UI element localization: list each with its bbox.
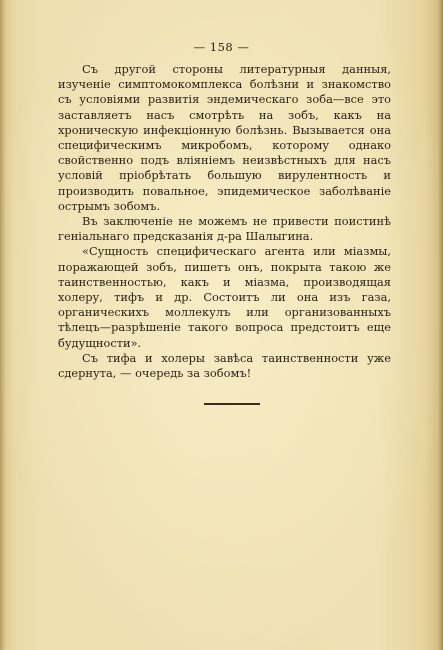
paragraph: Въ заключеніе не можемъ не привести поистинѣ геніальнаго предсказанія д-ра Шалыгина. xyxy=(58,214,391,244)
section-end-rule xyxy=(204,403,260,405)
paragraph: Съ другой стороны литературныя данныя, изученіе симптомокомплекса болѣзни и знакомство съ условіями развитія эндемическаго зоба—все это заставляетъ насъ смотрѣть на зобъ, какъ на хроническую инфекціонную болѣзнь. Вызывается она специфическимъ микробомъ, которому однако свойственно подъ вліяніемъ неизвѣстныхъ для насъ условій пріобрѣтать большую вирулентность и производить повальное, эпидемическое заболѣваніе острымъ зобомъ. xyxy=(58,62,391,213)
page-number: — 158 — xyxy=(193,40,250,54)
paragraph: Съ тифа и холеры завѣса таинственности уже сдернута, — очередь за зобомъ! xyxy=(58,350,391,381)
body-text xyxy=(58,62,391,381)
quote-paragraph: «Сущность специфическаго агента или міазмы, поражающей зобъ, пишетъ онъ, покрыта такою же таинственностью, какъ и міазма, производящая холеру, тифъ и др. Состоитъ ли она изъ газа, органическихъ моллекулъ или организованныхъ тѣлецъ—разрѣшеніе такого вопроса предстоитъ еще будущности». xyxy=(58,244,391,350)
